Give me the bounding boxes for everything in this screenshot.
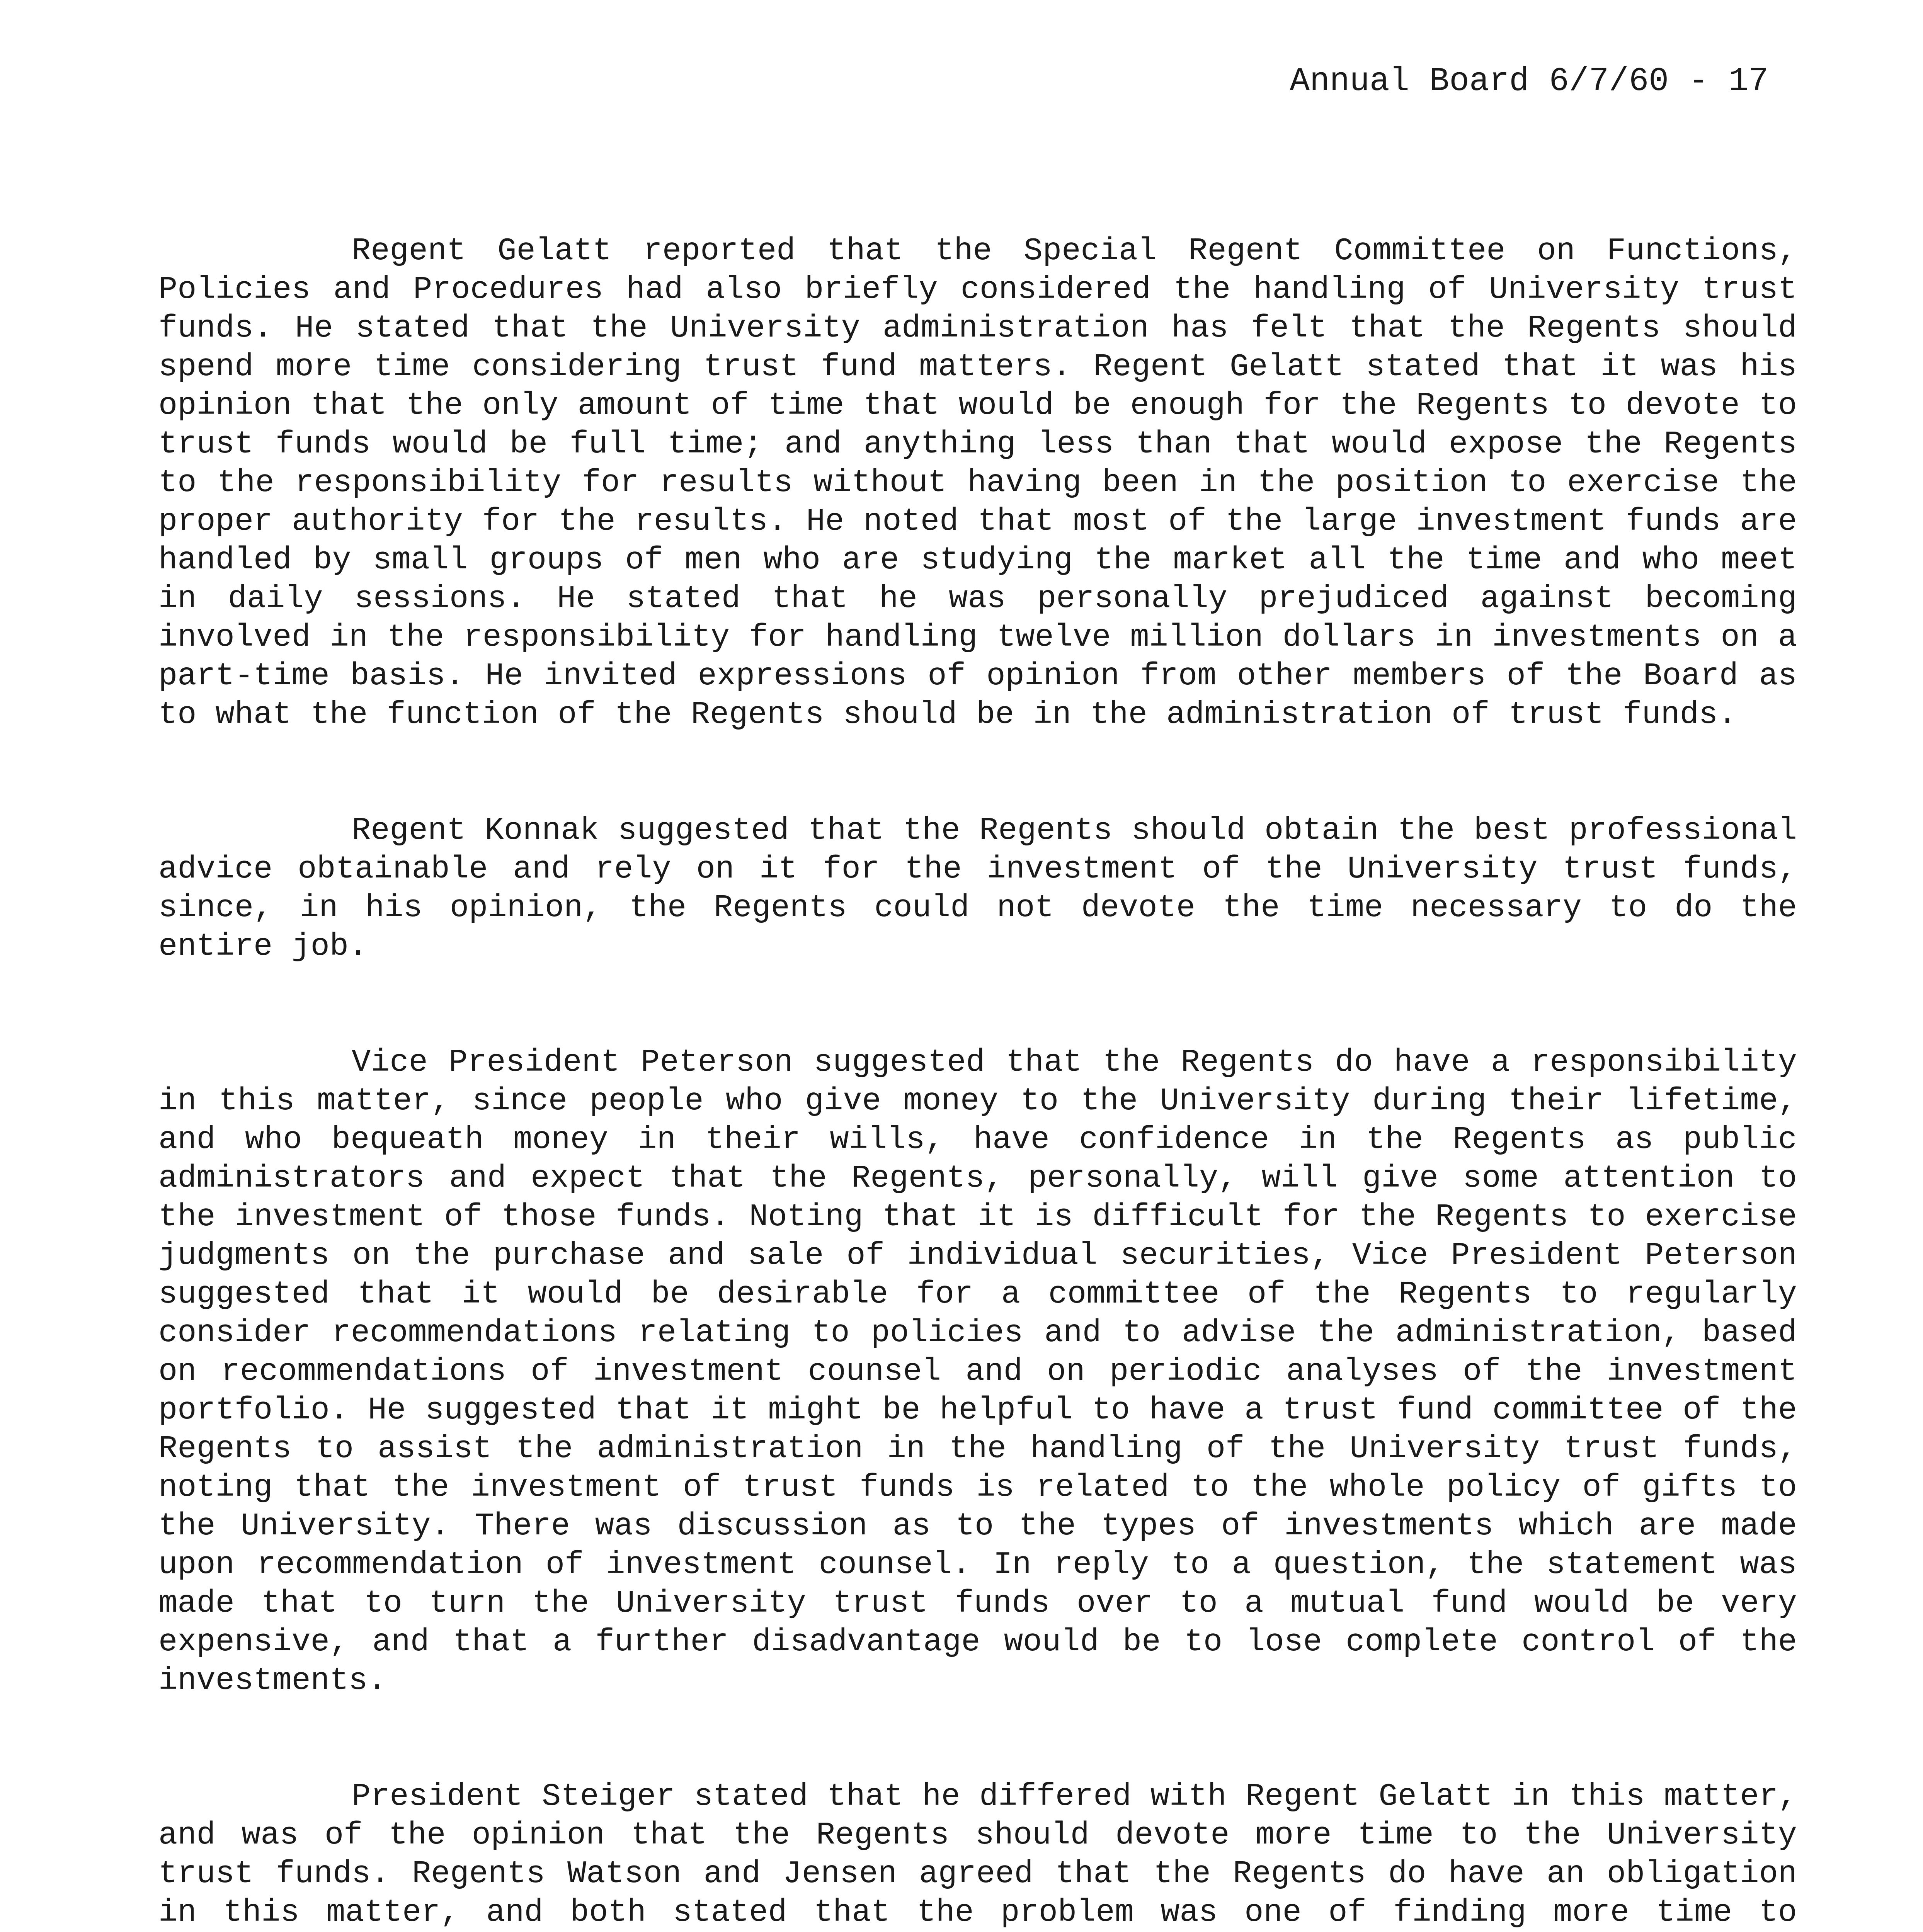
paragraph-steiger-statement: President Steiger stated that he differed with Regent Gelatt in this matter, and was of the opinion that the Regents should devote more time to the University trust funds. Regents Watson and Jensen agreed that the Regents do have an obligation in this matter, and both stated that the problem was one of finding more time to: [158, 1779, 1797, 1930]
paragraph-konnak-suggestion: Regent Konnak suggested that the Regents should obtain the best professional advice obtainable and rely on it for the investment of the University trust funds, since, in his opinion, the Regents could not devote the time necessary to do the entire job.: [158, 813, 1797, 964]
paragraph-peterson-suggestion: Vice President Peterson suggested that the Regents do have a responsibility in this matter, since people who give money to the University during their lifetime, and who bequeath money in their wills, have confidence in the Regents as public administrators and expect that the Regents, personally, will give some attention to the investment of those funds. Noting that it is difficult for the Regents to exercise judgments on the purchase and sale of individual securities, Vice President Peterson suggested that it would be desirable for a committee of the Regents to regularly consider recommendations relating to policies and to advise the administration, based on recommendations of investment counsel and on periodic analyses of the investment portfolio. He suggested that it might be helpful to have a trust fund committee of the Regents to assist the administration in the handling of the University trust funds, noting that the investment of trust funds is related to the whole policy of gifts to the University. There was discussion as to the types of investments which are made upon recommendation of investment counsel. In reply to a question, the statement was made that to turn the University trust funds over to a mutual fund would be very expensive, and that a further disadvantage would be to lose complete control of the investments.: [158, 1044, 1797, 1699]
paragraph-trust-funds-report: Regent Gelatt reported that the Special Regent Committee on Functions, Policies and Procedures had also briefly considered the handling of University trust funds. He stated that the University administration has felt that the Regents should spend more time considering trust fund matters. Regent Gelatt stated that it was his opinion that the only amount of time that would be enough for the Regents to devote to trust funds would be full time; and anything less than that would expose the Regents to the responsibility for results without having been in the position to exercise the proper authority for the results. He noted that most of the large investment funds are handled by small groups of men who are studying the market all the time and who meet in daily sessions. He stated that he was personally prejudiced against becoming involved in the responsibility for handling twelve million dollars in investments on a part-time basis. He invited expressions of opinion from other members of the Board as to what the function of the Regents should be in the administration of trust funds.: [158, 233, 1797, 733]
page-header: Annual Board 6/7/60 - 17: [1290, 62, 1768, 100]
document-body: [158, 232, 1797, 1932]
